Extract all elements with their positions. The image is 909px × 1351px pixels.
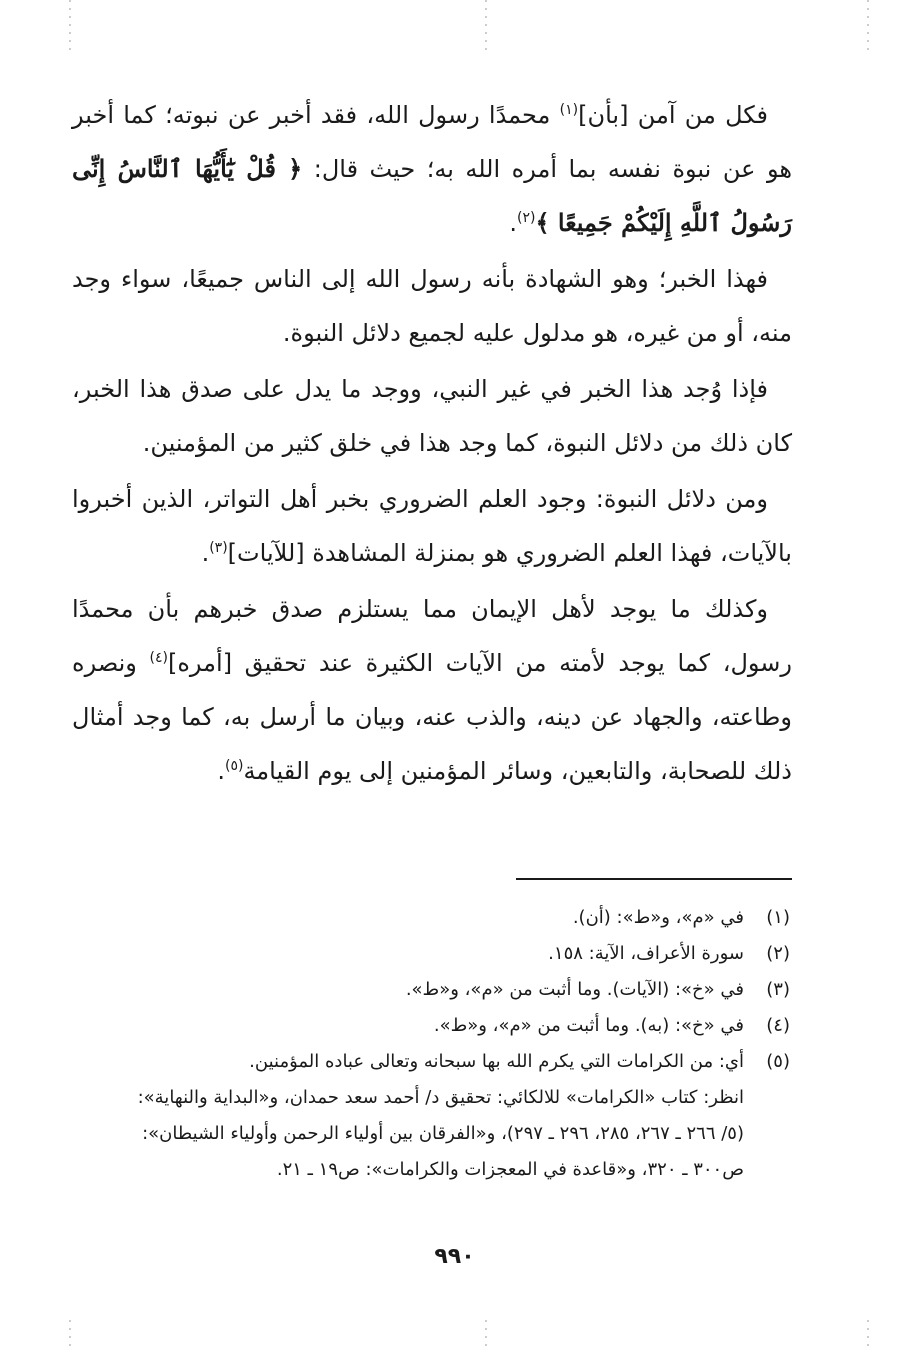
footnote-text: في «خ»: (الآيات). وما أثبت من «م»، و«ط». xyxy=(405,979,744,1000)
main-text xyxy=(72,88,792,800)
footnote-5-line-2: انظر: كتاب «الكرامات» للالكائي: تحقيق د/ أحمد سعد حمدان، و«البداية والنهاية»: xyxy=(137,1087,744,1108)
footnote-3 xyxy=(100,972,790,1008)
page-number: ٩٩٠ xyxy=(434,1244,475,1269)
p4-text: ومن دلائل النبوة: وجود العلم الضروري بخبر أهل التواتر، الذين أخبروا بالآيات، فهذا العلم الضروري هو بمنزلة المشاهدة [للآيات] xyxy=(72,485,792,567)
footnote-text: سورة الأعراف، الآية: ١٥٨. xyxy=(548,943,744,964)
footnote-ref-1: (١) xyxy=(559,102,579,118)
p5-text-middle: ونصره وطاعته، والجهاد عن دينه، والذب عنه، وبيان ما أرسل به، كما وجد أمثال ذلك للصحابة، والتابعين، وسائر المؤمنين إلى يوم القيامة xyxy=(72,649,792,785)
footnote-number: (٥) xyxy=(766,1051,790,1072)
footnote-ref-5: (٥) xyxy=(224,758,244,774)
p5-text-start: وكذلك ما يوجد لأهل الإيمان مما يستلزم صدق خبرهم بأن محمدًا رسول، كما يوجد لأمته من الآيات الكثيرة عند تحقيق [أمره] xyxy=(72,595,792,677)
scan-dot-border-top xyxy=(0,0,909,50)
footnote-1 xyxy=(100,900,790,936)
footnote-5 xyxy=(100,1044,790,1080)
footnote-number: (٣) xyxy=(766,979,790,1000)
footnote-separator xyxy=(516,878,792,880)
footnote-number: (٤) xyxy=(766,1015,790,1036)
footnote-5-line-3: (٥/ ٢٦٦ ـ ٢٦٧، ٢٨٥، ٢٩٦ ـ ٢٩٧)، و«الفرقان بين أولياء الرحمن وأولياء الشيطان»: xyxy=(142,1123,744,1144)
footnote-number: (٢) xyxy=(766,943,790,964)
p1-text-end: . xyxy=(509,209,518,237)
footnote-5-line-4: ص٣٠٠ ـ ٣٢٠، و«قاعدة في المعجزات والكرامات»: ص١٩ ـ ٢١. xyxy=(276,1159,744,1180)
footnote-ref-2: (٢) xyxy=(517,210,536,226)
footnotes xyxy=(100,900,790,1188)
quran-verse: ﴿ قُلْ يَٰٓأَيُّهَا ٱلنَّاسُ إِنِّى رَسُولُ ٱللَّهِ إِلَيْكُمْ جَمِيعًا ﴾ xyxy=(72,154,792,237)
footnote-text: في «م»، و«ط»: (أن). xyxy=(572,907,744,928)
footnote-ref-3: (٣) xyxy=(209,540,228,556)
paragraph-5 xyxy=(72,582,792,798)
paragraph-2: فهذا الخبر؛ وهو الشهادة بأنه رسول الله إلى الناس جميعًا، سواء وجد منه، أو من غيره، هو مدلول عليه لجميع دلائل النبوة. xyxy=(72,265,792,347)
footnote-4 xyxy=(100,1008,790,1044)
footnote-text: أي: من الكرامات التي يكرم الله بها سبحانه وتعالى عباده المؤمنين. xyxy=(249,1051,744,1072)
p1-text-middle: محمدًا رسول الله، فقد أخبر عن نبوته؛ كما أخبر هو عن نبوة نفسه بما أمره الله به؛ حيث قال: xyxy=(72,101,792,183)
scan-dot-border-bottom xyxy=(0,1320,909,1351)
paragraph-3: فإذا وُجد هذا الخبر في غير النبي، ووجد ما يدل على صدق هذا الخبر، كان ذلك من دلائل النبوة، كما وجد هذا في خلق كثير من المؤمنين. xyxy=(72,375,792,457)
footnote-ref-4: (٤) xyxy=(149,650,168,666)
paragraph-4 xyxy=(72,472,792,580)
p5-text-end: . xyxy=(217,757,225,785)
footnote-number: (١) xyxy=(766,907,790,928)
p1-text-start: فكل من آمن [بأن] xyxy=(578,101,768,129)
p4-text-end: . xyxy=(201,539,210,567)
footnote-2 xyxy=(100,936,790,972)
paragraph-1 xyxy=(72,88,792,250)
footnote-text: في «خ»: (به). وما أثبت من «م»، و«ط». xyxy=(433,1015,744,1036)
